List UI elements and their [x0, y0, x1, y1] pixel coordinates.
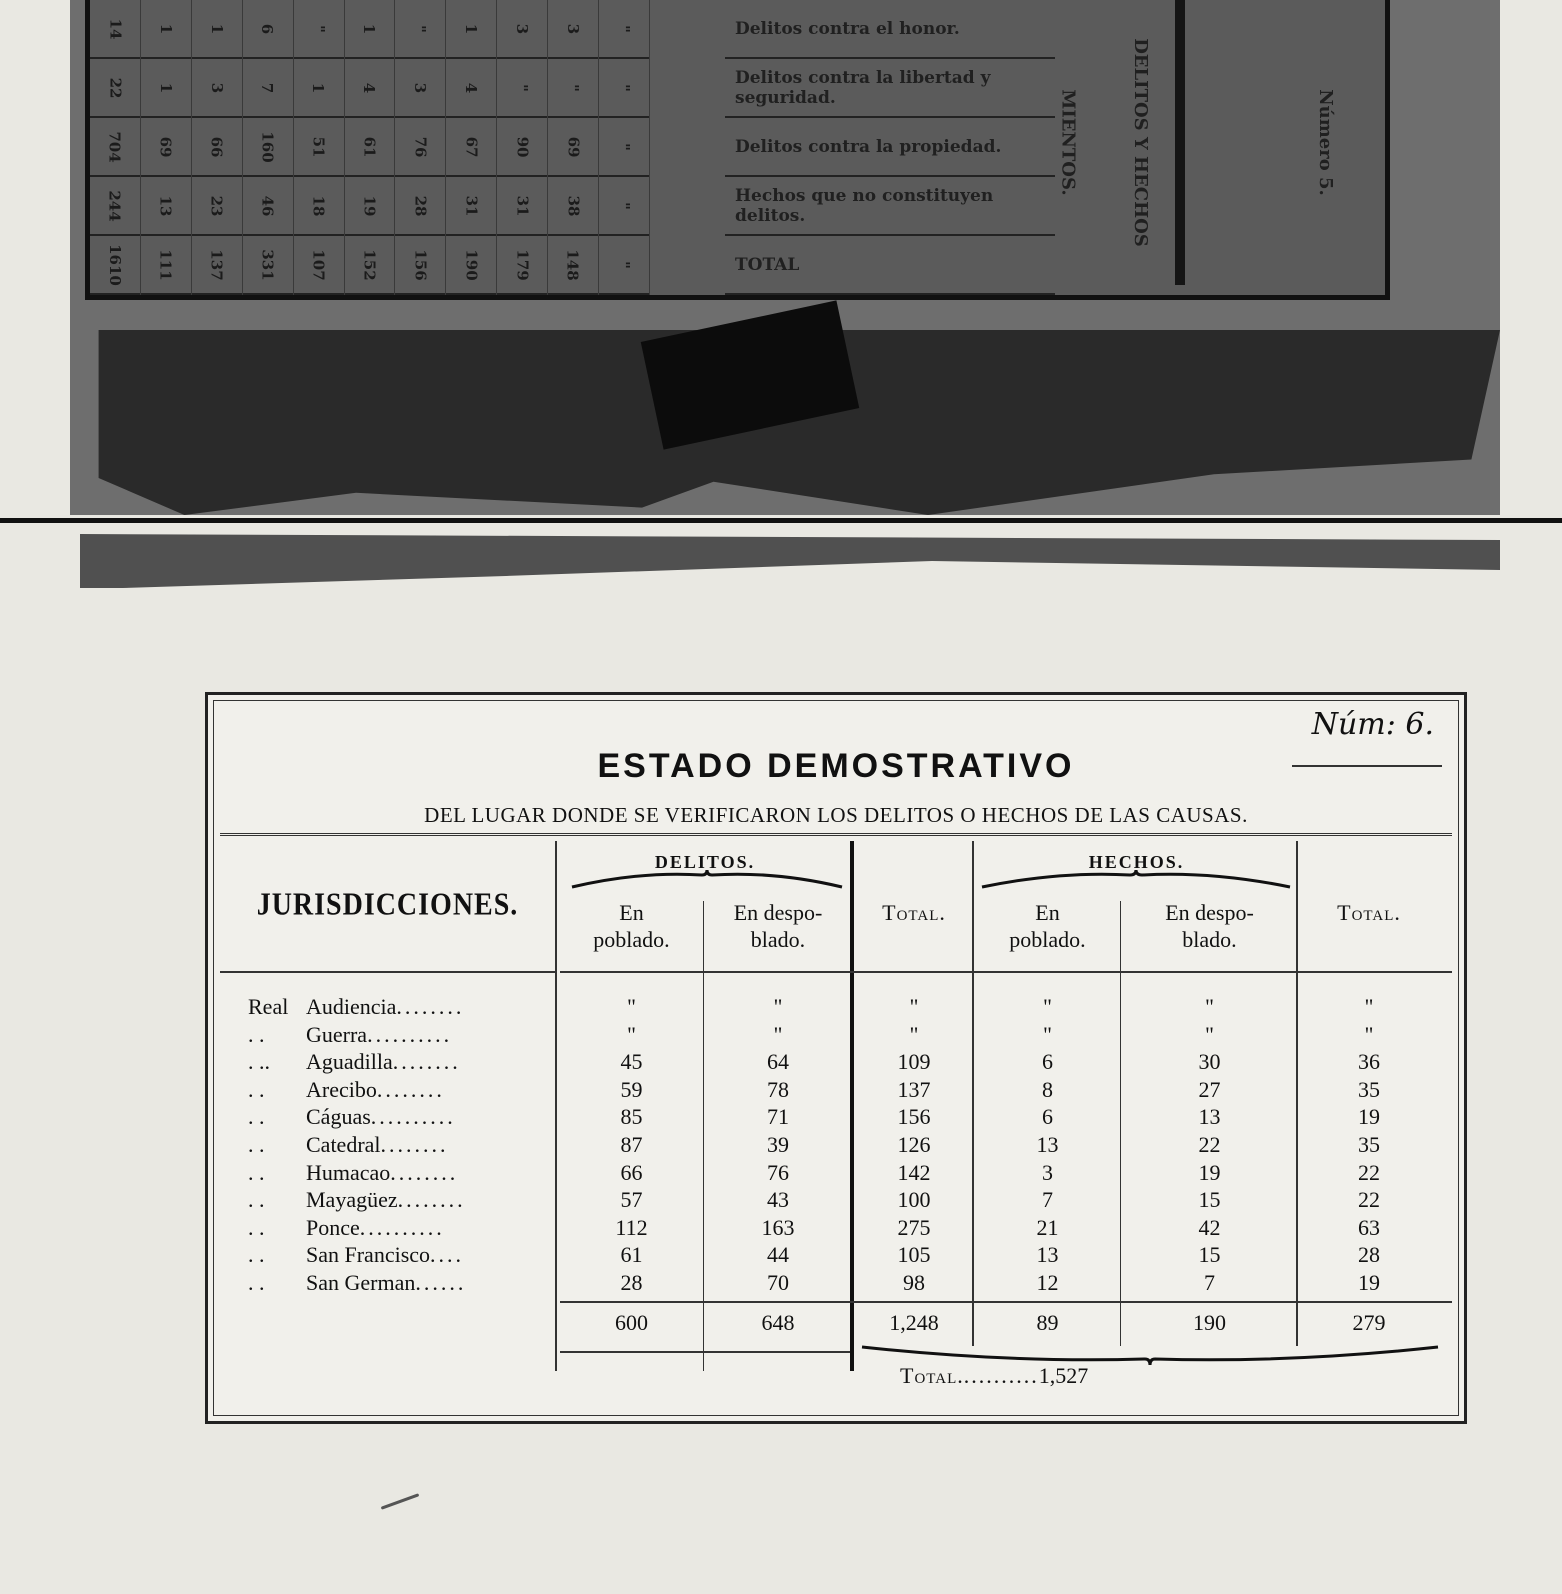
jurisdiction-name: . .. Aguadilla........ — [248, 1049, 461, 1075]
previous-page-cell: 1 — [446, 0, 496, 59]
cell-d-pob: 28 — [620, 1270, 643, 1295]
table-row — [220, 1021, 1452, 1049]
jurisdiction-name: . . Guerra.......... — [248, 1021, 453, 1047]
cell-h-desp: " — [1205, 994, 1214, 1019]
cell-h-total: " — [1364, 994, 1374, 1019]
previous-page-cell: 111 — [141, 236, 191, 295]
previous-page-cell: 38 — [548, 177, 598, 236]
previous-page-cell: " — [548, 59, 598, 118]
cell-h-total: 35 — [1358, 1132, 1380, 1157]
previous-page-cell: 1 — [192, 0, 242, 59]
cell-d-total: 98 — [903, 1270, 925, 1295]
cell-h-pob: " — [1043, 994, 1052, 1019]
total-hechos-en-poblado: 89 — [1036, 1310, 1059, 1335]
previous-page-cell: 3 — [395, 59, 445, 118]
previous-page-number-label: Número 5. — [1314, 89, 1336, 196]
table-row — [220, 1186, 1452, 1214]
header-hechos-en-despoblado: En despo- blado. — [1165, 900, 1254, 952]
previous-page-column — [243, 0, 294, 295]
ink-mark — [381, 1493, 420, 1510]
header-delitos-en-poblado: En poblado. — [593, 900, 670, 952]
previous-page-cell: 704 — [90, 118, 140, 177]
previous-page-cell: 31 — [497, 177, 547, 236]
cell-h-desp: 27 — [1198, 1076, 1221, 1102]
table-row — [220, 993, 1452, 1021]
previous-page-cell: 51 — [294, 118, 344, 177]
total-hechos-en-despoblado: 190 — [1193, 1310, 1226, 1335]
table-row — [220, 1103, 1452, 1131]
cell-h-desp: 30 — [1198, 1049, 1221, 1075]
previous-page-cell: 4 — [446, 59, 496, 118]
cell-d-pob: " — [627, 994, 636, 1019]
cell-d-pob: 61 — [620, 1242, 643, 1268]
jurisdiction-name: . . Humacao........ — [248, 1159, 459, 1185]
cell-d-total: 126 — [897, 1132, 931, 1157]
cell-d-desp: 64 — [767, 1049, 789, 1075]
jurisdiction-name: . . Ponce.......... — [248, 1214, 445, 1240]
previous-page-cell: 3 — [192, 59, 242, 118]
cell-h-pob: 3 — [1042, 1159, 1053, 1185]
cell-h-total: 19 — [1358, 1104, 1380, 1130]
cell-d-desp: 70 — [767, 1270, 789, 1295]
cell-h-desp: 19 — [1198, 1159, 1221, 1185]
previous-page-cell: 66 — [192, 118, 242, 177]
cell-d-total: 156 — [897, 1104, 931, 1130]
cell-h-pob: 13 — [1036, 1242, 1059, 1268]
previous-page-cell: 69 — [548, 118, 598, 177]
cell-h-total: 36 — [1358, 1049, 1380, 1075]
header-jurisdicciones: JURISDICCIONES. — [256, 886, 519, 923]
cell-h-total: 63 — [1358, 1214, 1380, 1240]
table-row — [220, 1131, 1452, 1159]
jurisdiction-name: Real Audiencia........ — [248, 994, 465, 1019]
cell-h-desp: 15 — [1198, 1187, 1221, 1213]
total-delitos: 1,248 — [889, 1310, 939, 1335]
cell-d-desp: 163 — [761, 1214, 795, 1240]
cell-h-pob: 7 — [1042, 1187, 1053, 1213]
previous-page-column — [497, 0, 548, 295]
document-frame — [205, 692, 1467, 1424]
cell-h-desp: " — [1205, 1021, 1214, 1047]
table-row — [220, 1269, 1452, 1297]
previous-page-cell: 61 — [345, 118, 395, 177]
cell-d-total: 109 — [897, 1049, 931, 1075]
previous-page-cell: " — [599, 236, 649, 295]
header-rule — [220, 971, 555, 973]
previous-page-cell: 107 — [294, 236, 344, 295]
previous-page-cell: " — [395, 0, 445, 59]
header-delitos-total: Total. — [882, 900, 946, 925]
previous-page-cell: 3 — [497, 0, 547, 59]
total-hechos: 279 — [1352, 1310, 1386, 1335]
cell-d-desp: " — [773, 1021, 783, 1047]
previous-page-cell: 1 — [141, 59, 191, 118]
previous-page-cell: 331 — [243, 236, 293, 295]
cell-h-total: 35 — [1358, 1076, 1380, 1102]
cell-d-desp: 78 — [767, 1076, 789, 1102]
previous-page-row-label: TOTAL — [725, 236, 1055, 295]
cell-d-total: 105 — [897, 1242, 931, 1268]
previous-page-cell: 1 — [141, 0, 191, 59]
previous-page-cell: 152 — [345, 236, 395, 295]
cell-d-desp: 44 — [767, 1242, 789, 1268]
cell-h-desp: 22 — [1198, 1132, 1221, 1157]
cell-h-pob: 6 — [1042, 1049, 1053, 1075]
cell-h-pob: 13 — [1036, 1132, 1059, 1157]
header-delitos-en-despoblado: En despo- blado. — [733, 900, 823, 952]
cell-d-total: " — [909, 994, 919, 1019]
hechos-brace — [980, 869, 1292, 891]
previous-page-cell: 76 — [395, 118, 445, 177]
previous-page-cell: 28 — [395, 177, 445, 236]
previous-page-column — [192, 0, 243, 295]
table-row — [220, 1241, 1452, 1269]
jurisdiction-name: . . Arecibo........ — [248, 1076, 445, 1102]
previous-page-cell: " — [294, 0, 344, 59]
previous-page-cell: " — [599, 118, 649, 177]
data-table — [220, 841, 1452, 1411]
previous-page-cell: 1 — [345, 0, 395, 59]
previous-page-column — [446, 0, 497, 295]
previous-page-cell: 190 — [446, 236, 496, 295]
cell-d-total: 137 — [897, 1076, 931, 1102]
previous-page-column — [90, 0, 141, 295]
cell-h-desp: 42 — [1198, 1214, 1221, 1240]
previous-page-cell: " — [599, 59, 649, 118]
jurisdiction-name: . . San German...... — [248, 1270, 467, 1295]
cell-d-pob: 57 — [620, 1187, 643, 1213]
totals-row — [220, 1309, 1452, 1339]
cell-h-total: 19 — [1358, 1270, 1380, 1295]
previous-page-cell: 46 — [243, 177, 293, 236]
previous-page-cell: 6 — [243, 0, 293, 59]
header-hechos-total: Total. — [1337, 900, 1401, 925]
cell-d-desp: 71 — [767, 1104, 789, 1130]
cell-d-pob: 66 — [620, 1159, 643, 1185]
previous-page-table — [85, 0, 1390, 300]
jurisdiction-name: . . Catedral........ — [248, 1132, 449, 1157]
header-hechos: HECHOS. — [1088, 852, 1185, 872]
previous-page-cell: 4 — [345, 59, 395, 118]
cell-h-pob: 6 — [1042, 1104, 1053, 1130]
delitos-brace — [570, 869, 845, 891]
cell-h-pob: 8 — [1042, 1076, 1053, 1102]
cell-d-pob: 87 — [620, 1132, 643, 1157]
previous-page-cell: 13 — [141, 177, 191, 236]
previous-page-column — [395, 0, 446, 295]
cell-h-pob: 21 — [1036, 1214, 1059, 1240]
previous-page-cell: 148 — [548, 236, 598, 295]
previous-page-row-labels — [725, 0, 1055, 295]
fold-line — [0, 518, 1562, 523]
cell-h-desp: 7 — [1204, 1270, 1215, 1295]
cell-d-desp: " — [773, 994, 783, 1019]
header-rule — [560, 971, 1452, 973]
cell-h-pob: 12 — [1036, 1270, 1059, 1295]
cell-d-desp: 76 — [767, 1159, 789, 1185]
cell-h-pob: " — [1043, 1021, 1052, 1047]
previous-page-cell: 69 — [141, 118, 191, 177]
previous-page-side-label: DELITOS Y HECHOS — [1129, 38, 1151, 247]
total-delitos-en-poblado: 600 — [615, 1310, 648, 1335]
grand-total-value: 1,527 — [1038, 1363, 1089, 1388]
cell-h-total: " — [1364, 1021, 1374, 1047]
previous-page-row-label: Delitos contra el honor. — [725, 0, 1055, 59]
cell-d-pob: 112 — [615, 1214, 648, 1240]
cell-h-total: 22 — [1358, 1187, 1380, 1213]
previous-page-cell: 23 — [192, 177, 242, 236]
previous-page-cell: " — [497, 59, 547, 118]
cell-d-desp: 43 — [767, 1187, 789, 1213]
previous-page-cell: 90 — [497, 118, 547, 177]
jurisdiction-name: . . Cáguas.......... — [248, 1104, 456, 1130]
cell-d-total: 142 — [897, 1159, 931, 1185]
previous-page-row-label: Hechos que no constituyen delitos. — [725, 177, 1055, 236]
cell-d-pob: 85 — [620, 1104, 643, 1130]
grand-total: Total...........1,527 — [900, 1363, 1089, 1388]
torn-paper-strip — [80, 528, 1500, 588]
previous-page-column — [294, 0, 345, 295]
cell-h-total: 28 — [1358, 1242, 1380, 1268]
cell-d-total: 100 — [897, 1187, 931, 1213]
previous-page-column — [345, 0, 396, 295]
previous-page-cell: 67 — [446, 118, 496, 177]
previous-page-cell: " — [599, 0, 649, 59]
header-delitos: DELITOS. — [654, 852, 756, 872]
totals-rule — [560, 1301, 1452, 1303]
previous-page-cell: 244 — [90, 177, 140, 236]
previous-page-column — [548, 0, 599, 295]
previous-page-side-label: MIENTOS. — [1057, 89, 1079, 196]
previous-page-row-label: Delitos contra la propiedad. — [725, 118, 1055, 177]
table-row — [220, 1214, 1452, 1242]
previous-page-number-grid — [90, 0, 650, 295]
cell-d-total: " — [909, 1021, 919, 1047]
previous-page-cell: 179 — [497, 236, 547, 295]
document-title: ESTADO DEMOSTRATIVO — [597, 747, 1075, 785]
jurisdiction-name: . . San Francisco.... — [248, 1242, 465, 1268]
previous-page-divider — [1175, 0, 1185, 285]
subtitle-rule — [220, 833, 1452, 839]
previous-page-cell: 3 — [548, 0, 598, 59]
previous-page-cell: 160 — [243, 118, 293, 177]
document-subtitle: DEL LUGAR DONDE SE VERIFICARON LOS DELITOS O HECHOS DE LAS CAUSAS. — [424, 803, 1248, 827]
cell-h-desp: 15 — [1198, 1242, 1221, 1268]
cell-d-pob: " — [627, 1021, 636, 1047]
cell-d-pob: 59 — [620, 1076, 643, 1102]
jurisdiction-name: . . Mayagüez........ — [248, 1187, 466, 1213]
previous-page-cell: " — [599, 177, 649, 236]
previous-page-cell: 14 — [90, 0, 140, 59]
previous-page-cell: 19 — [345, 177, 395, 236]
table-row — [220, 1076, 1452, 1104]
cell-h-total: 22 — [1358, 1159, 1380, 1185]
document-number: Núm: 6. — [1311, 707, 1434, 742]
previous-page-column — [599, 0, 650, 295]
table-row — [220, 1159, 1452, 1187]
previous-page-row-label: Delitos contra la libertad y seguridad. — [725, 59, 1055, 118]
cell-d-total: 275 — [897, 1214, 931, 1240]
bottom-rule — [560, 1351, 850, 1353]
previous-page-cell: 31 — [446, 177, 496, 236]
total-delitos-en-despoblado: 648 — [761, 1310, 795, 1335]
cell-h-desp: 13 — [1198, 1104, 1221, 1130]
previous-page-cell: 1 — [294, 59, 344, 118]
previous-page-cell: 156 — [395, 236, 445, 295]
previous-page-cell: 7 — [243, 59, 293, 118]
previous-page-cell: 22 — [90, 59, 140, 118]
cell-d-desp: 39 — [767, 1132, 789, 1157]
previous-page-cell: 18 — [294, 177, 344, 236]
previous-page-column — [141, 0, 192, 295]
cell-d-pob: 45 — [620, 1049, 643, 1075]
previous-page-cell: 1610 — [90, 236, 140, 295]
previous-page-cell: 137 — [192, 236, 242, 295]
header-hechos-en-poblado: En poblado. — [1009, 900, 1086, 952]
table-row — [220, 1048, 1452, 1076]
